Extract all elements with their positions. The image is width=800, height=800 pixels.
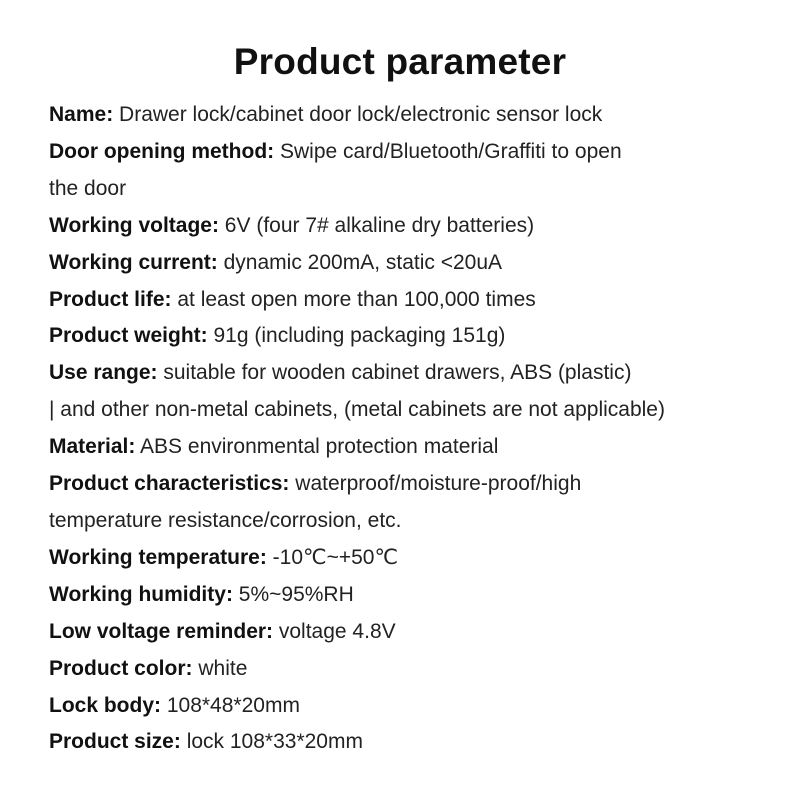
param-row-product-characteristics-cont	[49, 503, 789, 540]
param-label: Working humidity:	[49, 582, 233, 606]
param-value: | and other non-metal cabinets, (metal cabinets are not applicable)	[49, 398, 665, 422]
param-row-low-voltage-reminder	[49, 614, 789, 651]
param-row-door-opening-method	[49, 134, 789, 171]
param-row-lock-body	[49, 688, 789, 725]
param-value: ABS environmental protection material	[135, 435, 499, 459]
param-label: Name:	[49, 103, 114, 126]
param-row-working-voltage	[49, 208, 789, 245]
param-label: Product characteristics:	[49, 472, 290, 496]
param-value: Swipe card/Bluetooth/Graffiti to open	[274, 139, 622, 163]
param-label: Product weight:	[49, 324, 208, 348]
param-row-working-temperature	[49, 540, 789, 577]
param-label: Product size:	[49, 730, 181, 754]
param-label: Low voltage reminder:	[49, 619, 274, 643]
param-label: Use range:	[49, 361, 158, 385]
page-title: Product parameter	[233, 41, 567, 82]
param-row-product-weight	[49, 318, 789, 355]
param-row-material	[49, 429, 789, 466]
param-value: dynamic 200mA, static <20uA	[217, 250, 503, 274]
param-label: Product life:	[49, 287, 172, 311]
param-label: Working voltage:	[49, 213, 219, 237]
param-row-use-range	[49, 355, 789, 392]
param-value: at least open more than 100,000 times	[171, 287, 536, 311]
param-row-product-size	[49, 724, 789, 761]
param-row-name	[49, 97, 789, 134]
param-value: 6V (four 7# alkaline dry batteries)	[218, 213, 535, 237]
param-label: Door opening method:	[49, 139, 275, 163]
param-value: 108*48*20mm	[161, 693, 300, 717]
param-row-product-color	[49, 651, 789, 688]
param-row-working-humidity	[49, 577, 789, 614]
param-label: Material:	[49, 435, 136, 459]
param-value: white	[192, 656, 248, 680]
param-label: Product color:	[49, 656, 193, 680]
parameter-list	[49, 97, 789, 761]
param-value: 5%~95%RH	[232, 582, 354, 606]
param-value: waterproof/moisture-proof/high	[289, 472, 582, 496]
param-value: lock 108*33*20mm	[180, 730, 363, 754]
param-value: -10℃~+50℃	[266, 545, 399, 569]
param-row-door-opening-method-cont	[49, 171, 789, 208]
param-value: 91g (including packaging 151g)	[207, 324, 506, 348]
param-value: voltage 4.8V	[273, 619, 396, 643]
param-label: Lock body:	[49, 693, 162, 717]
param-row-working-current	[49, 245, 789, 282]
param-value: the door	[49, 176, 127, 200]
param-row-product-characteristics	[49, 466, 789, 503]
param-row-product-life	[49, 282, 789, 319]
param-value: suitable for wooden cabinet drawers, ABS (plastic)	[157, 361, 632, 385]
param-value: temperature resistance/corrosion, etc.	[49, 508, 402, 532]
param-row-use-range-cont	[49, 392, 789, 429]
param-value: Drawer lock/cabinet door lock/electronic sensor lock	[113, 103, 603, 126]
param-label: Working temperature:	[49, 545, 267, 569]
param-label: Working current:	[49, 250, 218, 274]
